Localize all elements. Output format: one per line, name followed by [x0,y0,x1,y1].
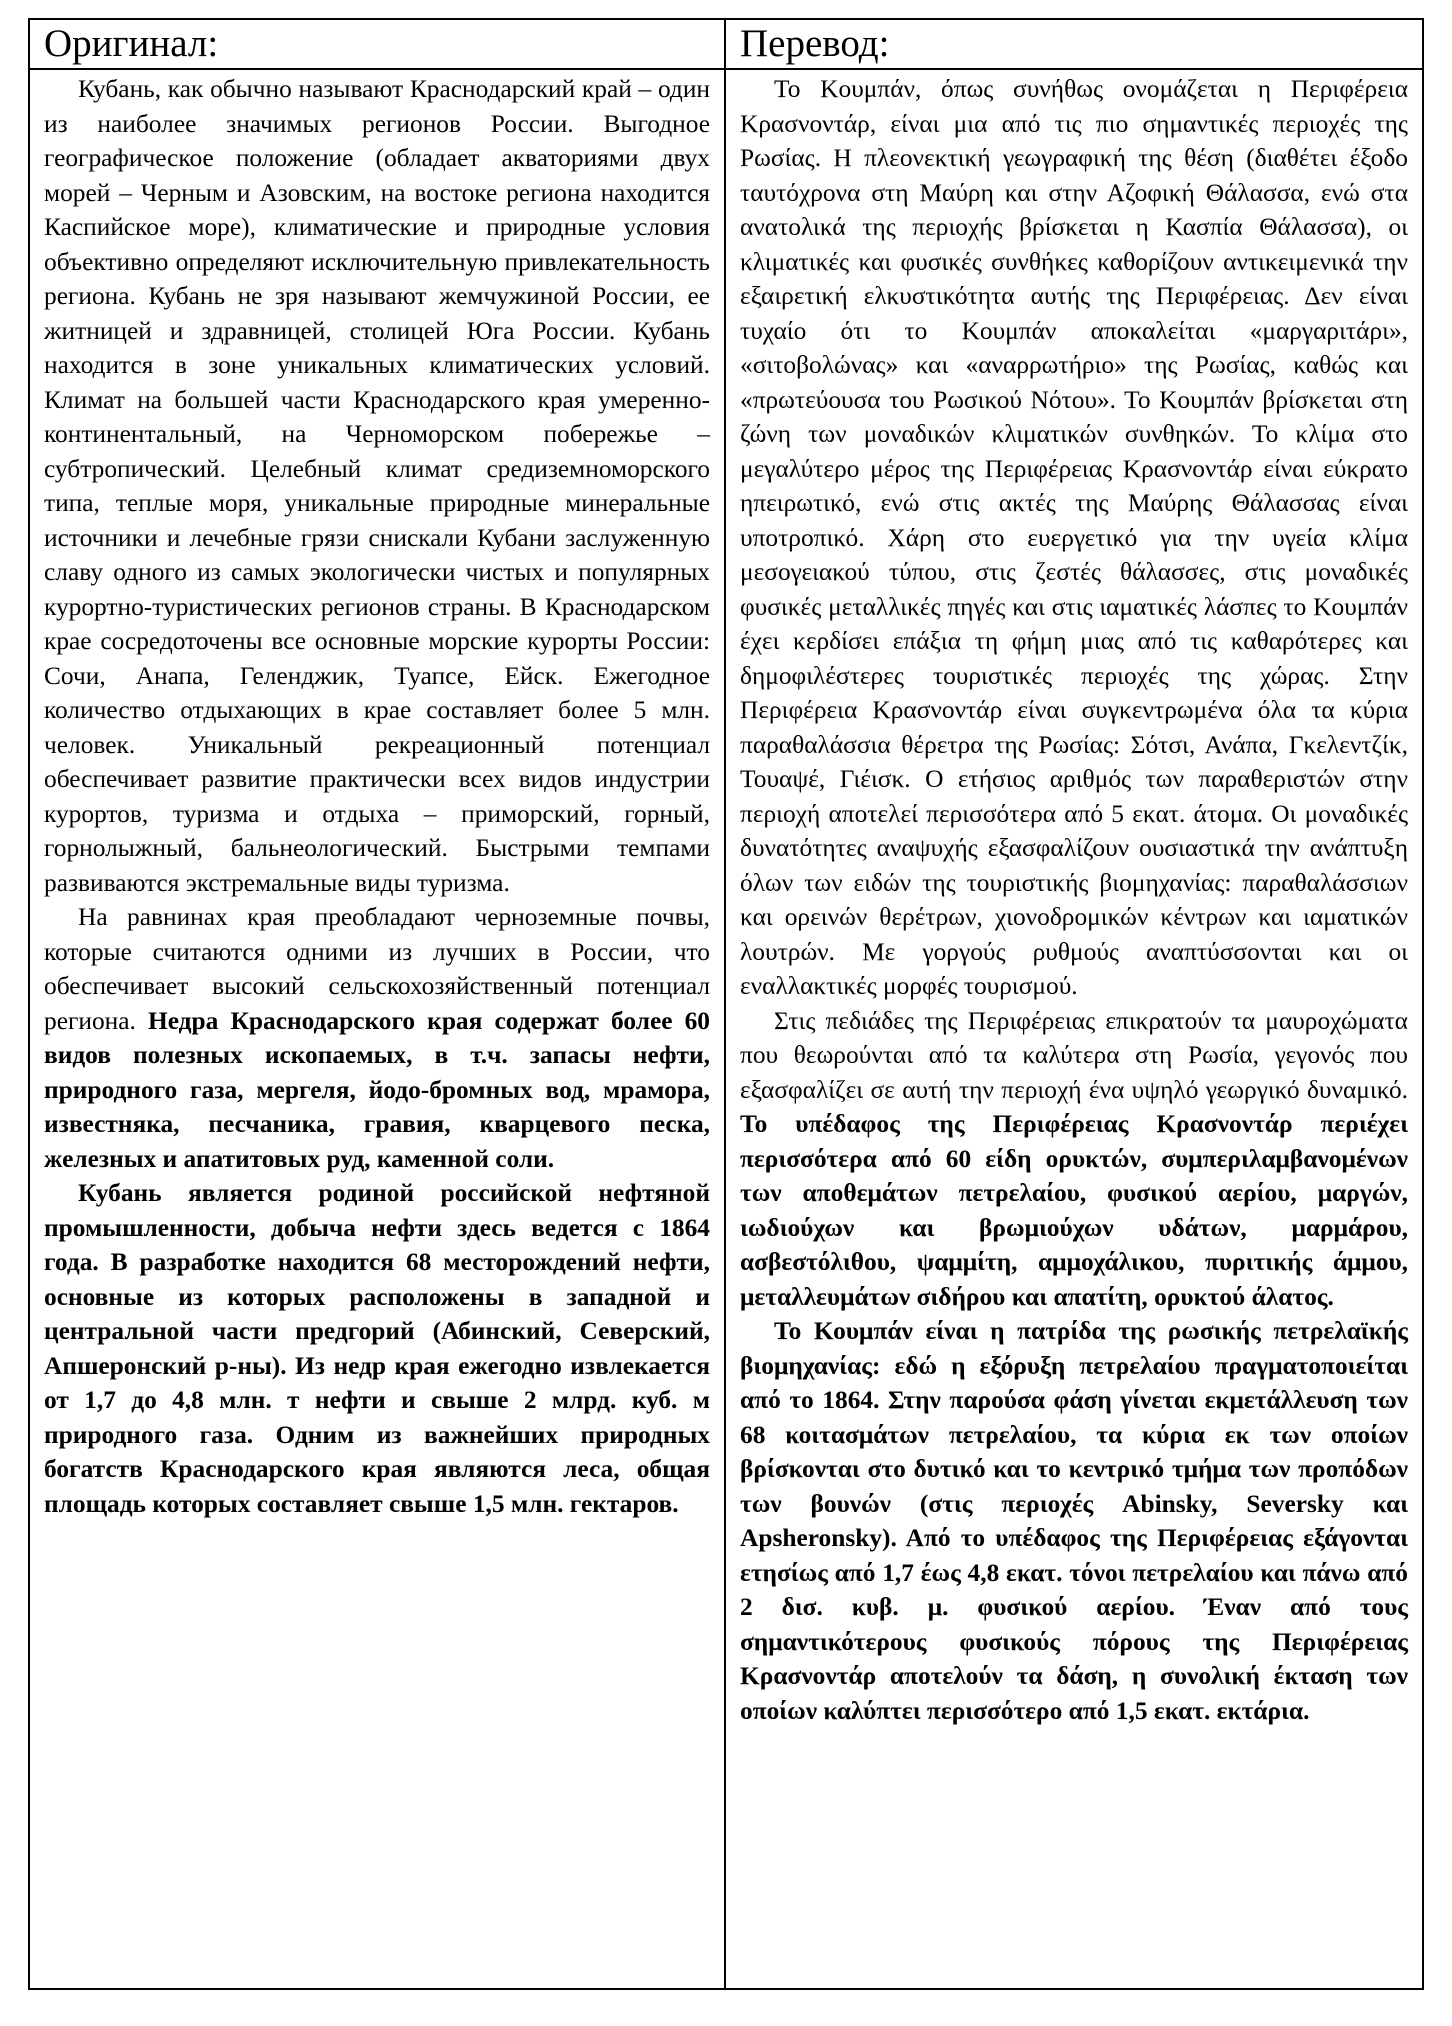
original-paragraph-2 [44,900,710,1176]
translation-paragraph-1: Το Κουμπάν, όπως συνήθως ονομάζεται η Περιφέρεια Κρασνοντάρ, είναι μια από τις πιο σημαντικές περιοχές της Ρωσίας. Η πλεονεκτική γεωγραφική της θέση (διαθέτει έξοδο ταυτόχρονα στη Μαύρη και στην Αζοφική Θάλασσα, ενώ στα ανατολικά της περιοχής βρίσκεται η Κασπία Θάλασσα), οι κλιματικές και φυσικές συνθήκες καθορίζουν αντικειμενικά την εξαιρετική ελκυστικότητα αυτής της Περιφέρειας. Δεν είναι τυχαίο ότι το Κουμπάν αποκαλείται «μαργαριτάρι», «σιτοβολώνας» και «αναρρωτήριο» της Ρωσίας, καθώς και «πρωτεύουσα του Ρωσικού Νότου». Το Κουμπάν βρίσκεται στη ζώνη των μοναδικών κλιματικών συνθηκών. Το κλίμα στο μεγαλύτερο μέρος της Περιφέρειας Κρασνοντάρ είναι εύκρατο ηπειρωτικό, ενώ στις ακτές της Μαύρης Θάλασσας είναι υποτροπικό. Χάρη στο ευεργετικό για την υγεία κλίμα μεσογειακού τύπου, στις ζεστές θάλασσες, στις μοναδικές φυσικές μεταλλικές πηγές και στις ιαματικές λάσπες το Κουμπάν έχει κερδίσει επάξια τη φήμη μιας από τις καθαρότερες και δημοφιλέστερες τουριστικές περιοχές της χώρας. Στην Περιφέρεια Κρασνοντάρ είναι συγκεντρωμένα όλα τα κύρια παραθαλάσσια θέρετρα της Ρωσίας: Σότσι, Ανάπα, Γκελεντζίκ, Τουαψέ, Γιέισκ. Ο ετήσιος αριθμός των παραθεριστών στην περιοχή αποτελεί περισσότερα από 5 εκατ. άτομα. Οι μοναδικές δυνατότητες αναψυχής εξασφαλίζουν ουσιαστικά την ανάπτυξη όλων των ειδών της τουριστικής βιομηχανίας: παραθαλάσσιων και ορεινών θερέτρων, χιονοδρομικών κέντρων και ιαματικών λουτρών. Με γοργούς ρυθμούς αναπτύσσονται και οι εναλλακτικές μορφές τουρισμού. [740,75,1408,1000]
translation-header: Перевод: [726,20,1422,70]
translation-paragraph-2-regular: Στις πεδιάδες της Περιφέρειας επικρατούν τα μαυροχώματα που θεωρούνται από τα καλύτερα στη Ρωσία, γεγονός που εξασφαλίζει σε αυτή την περιοχή ένα υψηλό γεωργικό δυναμικό. [740,1006,1408,1104]
original-paragraph-3: Кубань является родиной российской нефтяной промышленности, добыча нефти здесь ведется с 1864 года. В разработке находится 68 месторождений нефти, основные из которых расположены в западной и центральной части предгорий (Абинский, Северский, Апшеронский р-ны). Из недр края ежегодно извлекается от 1,7 до 4,8 млн. т нефти и свыше 2 млрд. куб. м природного газа. Одним из важнейших природных богатств Краснодарского края являются леса, общая площадь которых составляет свыше 1,5 млн. гектаров. [44,1179,710,1518]
translation-paragraph-2-bold: Το υπέδαφος της Περιφέρειας Κρασνοντάρ περιέχει περισσότερα από 60 είδη ορυκτών, συμπεριλαμβανομένων των αποθεμάτων πετρελαίου, φυσικού αερίου, μαργών, ιωδιούχων και βρωμιούχων υδάτων, μαρμάρου, ασβεστόλιθου, ψαμμίτη, αμμοχάλικου, πυριτικής άμμου, μεταλλευμάτων σιδήρου και απατίτη, ορυκτού άλατος. [740,1110,1408,1311]
original-paragraph-2-regular: На равнинах края преобладают черноземные почвы, которые считаются одними из лучших в России, что обеспечивает высокий сельскохозяйственный потенциал региона. [44,903,710,1035]
translation-column [726,70,1422,1988]
translation-table [28,18,1424,1990]
translation-paragraph-2 [740,1004,1408,1315]
original-header: Оригинал: [30,20,726,70]
original-paragraph-2-bold: Недра Краснодарского края содержат более 60 видов полезных ископаемых, в т.ч. запасы нефти, природного газа, мергеля, йодо-бромных вод, мрамора, известняка, песчаника, гравия, кварцевого песка, железных и апатитовых руд, каменной соли. [44,1006,711,1173]
original-paragraph-1: Кубань, как обычно называют Краснодарский край – один из наиболее значимых регионов России. Выгодное географическое положение (обладает акваториями двух морей – Черным и Азовским, на востоке региона находится Каспийское море), климатические и природные условия объективно определяют исключительную привлекательность региона. Кубань не зря называют жемчужиной России, ее житницей и здравницей, столицей Юга России. Кубань находится в зоне уникальных климатических условий. Климат на большей части Краснодарского края умеренно-континентальный, на Черноморском побережье – субтропический. Целебный климат средиземноморского типа, теплые моря, уникальные природные минеральные источники и лечебные грязи снискали Кубани заслуженную славу одного из самых экологически чистых и популярных курортно-туристических регионов страны. В Краснодарском крае сосредоточены все основные морские курорты России: Сочи, Анапа, Геленджик, Туапсе, Ейск. Ежегодное количество отдыхающих в крае составляет более 5 млн. человек. Уникальный рекреационный потенциал обеспечивает развитие практически всех видов индустрии курортов, туризма и отдыха – приморский, горный, горнолыжный, бальнеологический. Быстрыми темпами развиваются экстремальные виды туризма. [44,75,710,897]
original-column [30,70,726,1988]
translation-paragraph-3: Το Κουμπάν είναι η πατρίδα της ρωσικής πετρελαϊκής βιομηχανίας: εδώ η εξόρυξη πετρελαίου πραγματοποιείται από το 1864. Στην παρούσα φάση γίνεται εκμετάλλευση των 68 κοιτασμάτων πετρελαίου, τα κύρια εκ των οποίων βρίσκονται στο δυτικό και το κεντρικό τμήμα των προπόδων των βουνών (στις περιοχές Abinsky, Seversky και Apsheronsky). Από το υπέδαφος της Περιφέρειας εξάγονται ετησίως από 1,7 έως 4,8 εκατ. τόνοι πετρελαίου και πάνω από 2 δισ. κυβ. μ. φυσικού αερίου. Έναν από τους σημαντικότερους φυσικούς πόρους της Περιφέρειας Κρασνοντάρ αποτελούν τα δάση, η συνολική έκταση των οποίων καλύπτει περισσότερο από 1,5 εκατ. εκτάρια. [740,1317,1408,1725]
